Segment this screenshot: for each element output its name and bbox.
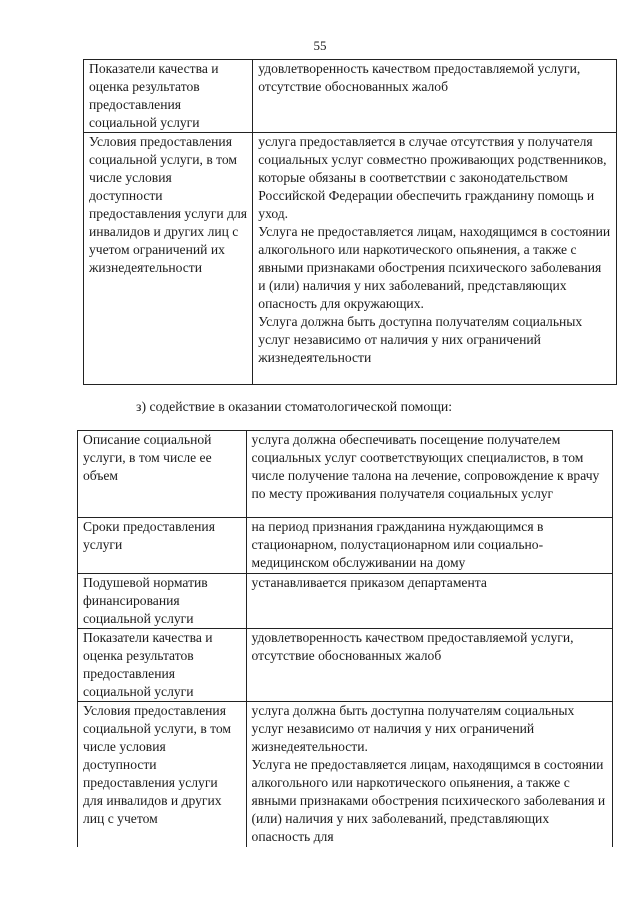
table-row [78, 702, 613, 847]
table-row [78, 574, 613, 629]
content-paragraph: устанавливается приказом департамента [251, 575, 487, 590]
row-label-provision-conditions: Условия предоставления социальной услуги, в том числе условия доступности предоставления услуги для инвалидов и других лиц с учетом ограничений их жизнедеятельности [84, 133, 253, 385]
content-paragraph: на период признания гражданина нуждающимся в стационарном, полустационарном или социально-медицинском обслуживании на дому [251, 519, 544, 570]
page-number: 55 [313, 38, 327, 53]
row-label-quality-indicators: Показатели качества и оценка результатов предоставления социальной услуги [84, 60, 253, 133]
content-paragraph: услуга предоставляется в случае отсутствия у получателя социальных услуг совместно проживающих родственников, которые обязаны в соответствии с законодательством Российской Федерации обеспечить гражданину помощь и уход. [258, 134, 607, 221]
content-paragraph: удовлетворенность качеством предоставляемой услуги, отсутствие обоснованных жалоб [258, 61, 581, 94]
row-label-provision-conditions: Условия предоставления социальной услуги, в том числе условия доступности предоставления услуги для инвалидов и других лиц с учетом [78, 702, 247, 847]
row-content-service-terms [246, 518, 612, 574]
content-paragraph: услуга должна обеспечивать посещение получателем социальных услуг соответствующих специалистов, в том числе получение талона на лечение, сопровождение к врачу по месту проживания получателя социальных услуг [251, 432, 600, 501]
section-heading: з) содействие в оказании стоматологической помощи: [136, 399, 453, 414]
row-label-service-terms: Сроки предоставления услуги [78, 518, 247, 574]
row-label-quality-indicators: Показатели качества и оценка результатов предоставления социальной услуги [78, 629, 247, 702]
row-content-service-description [246, 431, 612, 518]
row-label-service-description: Описание социальной услуги, в том числе ее объем [78, 431, 247, 518]
table-row [84, 133, 617, 385]
table-row [78, 431, 613, 518]
content-paragraph: Услуга не предоставляется лицам, находящимся в состоянии алкогольного или наркотического опьянения, а также с явными признаками обострения психического заболевания и (или) наличия у них заболеваний, представляющих опасность для окружающих. [258, 224, 611, 311]
content-paragraph: услуга должна быть доступна получателям социальных услуг независимо от наличия у них ограничений жизнедеятельности. [251, 703, 575, 754]
content-paragraph: Услуга должна быть доступна получателям социальных услуг независимо от наличия у них ограничений жизнедеятельности [258, 314, 583, 365]
content-paragraph: Услуга не предоставляется лицам, находящимся в состоянии алкогольного или наркотического опьянения, а также с явными признаками обострения психического заболевания и (или) наличия у них заболеваний, представляющих опасность для [251, 757, 606, 844]
dental-assistance-table [77, 430, 613, 847]
content-paragraph: удовлетворенность качеством предоставляемой услуги, отсутствие обоснованных жалоб [251, 630, 574, 663]
row-content-quality-indicators [246, 629, 612, 702]
row-content-funding-norm [246, 574, 612, 629]
row-label-funding-norm: Подушевой норматив финансирования социальной услуги [78, 574, 247, 629]
row-content-provision-conditions [246, 702, 612, 847]
row-content-provision-conditions [253, 133, 617, 385]
table-row [84, 60, 617, 133]
table-row [78, 518, 613, 574]
services-table-continued [83, 59, 617, 385]
table-row [78, 629, 613, 702]
row-content-quality-indicators [253, 60, 617, 133]
